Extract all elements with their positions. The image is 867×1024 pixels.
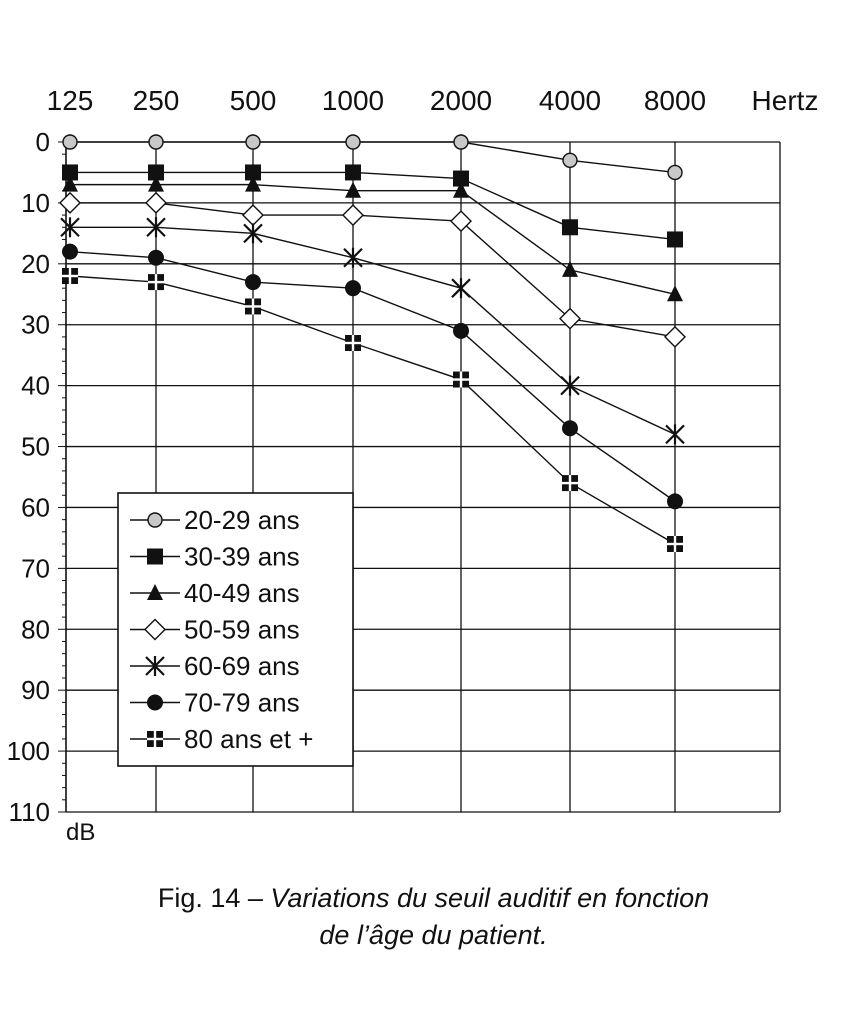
- y-tick-label: 50: [21, 431, 50, 462]
- legend-label: 40-49 ans: [184, 578, 300, 608]
- y-tick-label: 20: [21, 248, 50, 279]
- figure-caption: [0, 880, 867, 954]
- data-point: [562, 420, 578, 436]
- legend-marker: [147, 549, 163, 565]
- data-point: [245, 298, 261, 314]
- legend-marker: [147, 731, 163, 747]
- x-tick-label: 125: [46, 85, 94, 116]
- series-lines: [60, 135, 685, 552]
- x-tick-labels: [47, 85, 819, 116]
- y-tick-label: 0: [35, 127, 50, 157]
- y-tick-label: 110: [8, 797, 50, 827]
- data-point: [146, 193, 166, 213]
- legend-label: 60-69 ans: [184, 651, 300, 681]
- data-point: [62, 268, 78, 284]
- legend-label: 20-29 ans: [184, 505, 300, 535]
- data-point: [562, 219, 578, 235]
- data-point: [345, 164, 361, 180]
- data-point: [148, 274, 164, 290]
- legend-label: 80 ans et +: [184, 724, 314, 754]
- caption-text-1: Variations du seuil auditif en fonction: [270, 883, 710, 913]
- data-point: [245, 274, 261, 290]
- data-point: [344, 248, 362, 268]
- caption-line-2: [0, 917, 867, 954]
- legend: [118, 493, 353, 766]
- y-tick-label: 40: [21, 370, 50, 401]
- y-unit-label: dB: [66, 819, 96, 846]
- data-point: [148, 250, 164, 266]
- caption-line-1: [0, 880, 867, 917]
- y-tick-labels: [7, 127, 96, 846]
- caption-text-2: de l’âge du patient.: [319, 920, 548, 950]
- legend-marker: [147, 695, 163, 711]
- data-point: [454, 135, 468, 149]
- x-unit-label: Hertz: [751, 85, 819, 116]
- figure-number: Fig. 14 –: [157, 883, 271, 913]
- data-point: [345, 280, 361, 296]
- y-tick-label: 90: [21, 675, 50, 706]
- data-point: [667, 493, 683, 509]
- data-point: [62, 244, 78, 260]
- data-point: [666, 424, 684, 444]
- data-point: [149, 135, 163, 149]
- x-tick-label: 250: [132, 85, 180, 116]
- y-tick-label: 30: [21, 309, 50, 340]
- data-point: [343, 205, 363, 225]
- y-tick-label: 80: [21, 614, 50, 645]
- data-point: [562, 475, 578, 491]
- legend-marker: [148, 513, 162, 527]
- legend-label: 50-59 ans: [184, 614, 300, 645]
- data-point: [452, 278, 470, 298]
- data-point: [246, 135, 260, 149]
- y-tick-label: 100: [6, 736, 50, 767]
- data-point: [346, 135, 360, 149]
- data-point: [563, 153, 577, 167]
- x-tick-label: 500: [229, 85, 277, 116]
- y-tick-label: 60: [21, 492, 50, 523]
- x-tick-label: 1000: [321, 85, 385, 116]
- x-tick-label: 8000: [643, 85, 707, 116]
- data-point: [667, 536, 683, 552]
- data-point: [453, 323, 469, 339]
- data-point: [243, 205, 263, 225]
- data-point: [667, 231, 683, 247]
- data-point: [345, 335, 361, 351]
- x-tick-label: 4000: [538, 85, 602, 116]
- x-tick-label: 2000: [429, 85, 493, 116]
- data-point: [668, 165, 682, 179]
- y-tick-label: 10: [21, 187, 50, 218]
- data-point: [665, 327, 685, 347]
- y-tick-label: 70: [21, 553, 50, 584]
- series-4: [60, 193, 685, 347]
- data-point: [60, 193, 80, 213]
- data-point: [63, 135, 77, 149]
- legend-label: 70-79 ans: [184, 687, 300, 718]
- legend-label: 30-39 ans: [184, 541, 300, 572]
- data-point: [453, 372, 469, 388]
